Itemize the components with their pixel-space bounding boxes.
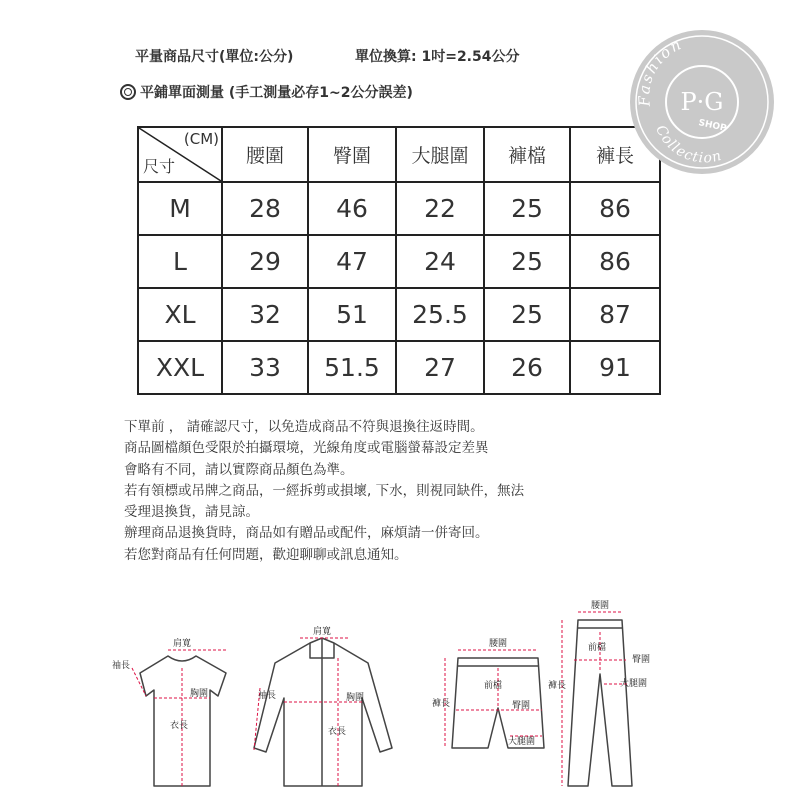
logo-bottom-text: Collection [652,122,724,167]
pants-length-label: 褲長 [548,681,567,691]
table-cell: 87 [570,288,660,341]
unit-conversion: 單位換算: 1吋=2.54公分 [355,49,520,65]
logo-top-text: Fashion [635,34,686,108]
brand-logo [628,28,776,176]
size-cell: M [138,182,222,235]
table-cell: 51.5 [308,341,396,394]
table-cell: 24 [396,235,484,288]
logo-shop-text: SHOP [697,118,728,134]
note-line: 會略有不同，請以實際商品顏色為準。 [124,461,354,478]
table-cell: 25 [484,182,570,235]
column-header-rise: 褲檔 [484,127,570,182]
size-cell: L [138,235,222,288]
size-chart-title: 平量商品尺寸(單位:公分) [135,49,294,65]
note-line: 下單前 ， 請確認尺寸，以免造成商品不符與退換往返時間。 [124,419,484,435]
table-row [138,182,660,235]
table-row [138,288,660,341]
measurement-note [120,82,413,102]
shorts-hip-label: 臀圍 [512,701,531,711]
table-corner-cell [138,127,222,182]
jacket-length-label: 衣長 [328,727,347,737]
shorts-thigh-label: 大腿圍 [508,737,536,747]
pants-thigh-label: 大腿圍 [620,679,648,689]
logo-center-text: P·G [680,88,724,116]
table-cell: 26 [484,341,570,394]
table-cell: 86 [570,235,660,288]
size-cell: XXL [138,341,222,394]
column-header-waist: 腰圍 [222,127,308,182]
table-row [138,235,660,288]
table-cell: 22 [396,182,484,235]
column-header-thigh: 大腿圍 [396,127,484,182]
tshirt-shoulder-label: 肩寬 [172,639,192,649]
table-cell: 25.5 [396,288,484,341]
table-cell: 91 [570,341,660,394]
size-label: 尺寸 [143,157,176,176]
table-cell: 25 [484,288,570,341]
jacket-chest-label: 胸圍 [346,693,365,703]
note-line: 若您對商品有任何問題，歡迎聊聊或訊息通知。 [124,546,408,563]
table-cell: 25 [484,235,570,288]
table-cell: 51 [308,288,396,341]
pants-waist-label: 腰圍 [590,601,610,611]
measurement-note-text: 平鋪單面測量 (手工測量必存1~2公分誤差) [140,85,413,101]
note-line: 若有領標或吊牌之商品，一經拆剪或損壞, 下水，則視同缺件，無法 [124,482,525,499]
column-header-hip: 臀圍 [308,127,396,182]
bullseye-icon [120,84,136,100]
pants-hip-label: 臀圍 [632,655,651,665]
table-cell: 86 [570,182,660,235]
table-row [138,341,660,394]
jacket-shoulder-label: 肩寬 [312,627,332,637]
tshirt-chest-label: 胸圍 [190,689,209,699]
measurement-diagrams [110,598,680,798]
tshirt-sleeve-label: 袖長 [112,661,131,671]
note-line: 商品圖檔顏色受限於拍攝環境，光線角度或電腦螢幕設定差異 [124,440,489,457]
note-line: 辦理商品退換貨時，商品如有贈品或配件，麻煩請一併寄回。 [124,525,489,542]
size-cell: XL [138,288,222,341]
table-cell: 46 [308,182,396,235]
jacket-outline [254,638,392,786]
pants-rise-label: 前檔 [588,643,607,653]
size-table [137,126,661,395]
shorts-waist-label: 腰圍 [488,639,508,649]
shorts-rise-label: 前檔 [484,681,503,691]
table-cell: 32 [222,288,308,341]
table-cell: 33 [222,341,308,394]
table-cell: 29 [222,235,308,288]
tshirt-length-label: 衣長 [170,721,189,731]
column-header-length: 褲長 [570,127,660,182]
note-line: 受理退換貨，請見諒。 [124,504,259,521]
jacket-sleeve-label: 袖長 [258,691,277,701]
unit-label: (CM) [183,130,219,148]
table-cell: 28 [222,182,308,235]
shorts-length-label: 褲長 [432,699,451,709]
table-header-row [138,127,660,182]
notes-block [124,417,524,566]
table-cell: 47 [308,235,396,288]
table-cell: 27 [396,341,484,394]
